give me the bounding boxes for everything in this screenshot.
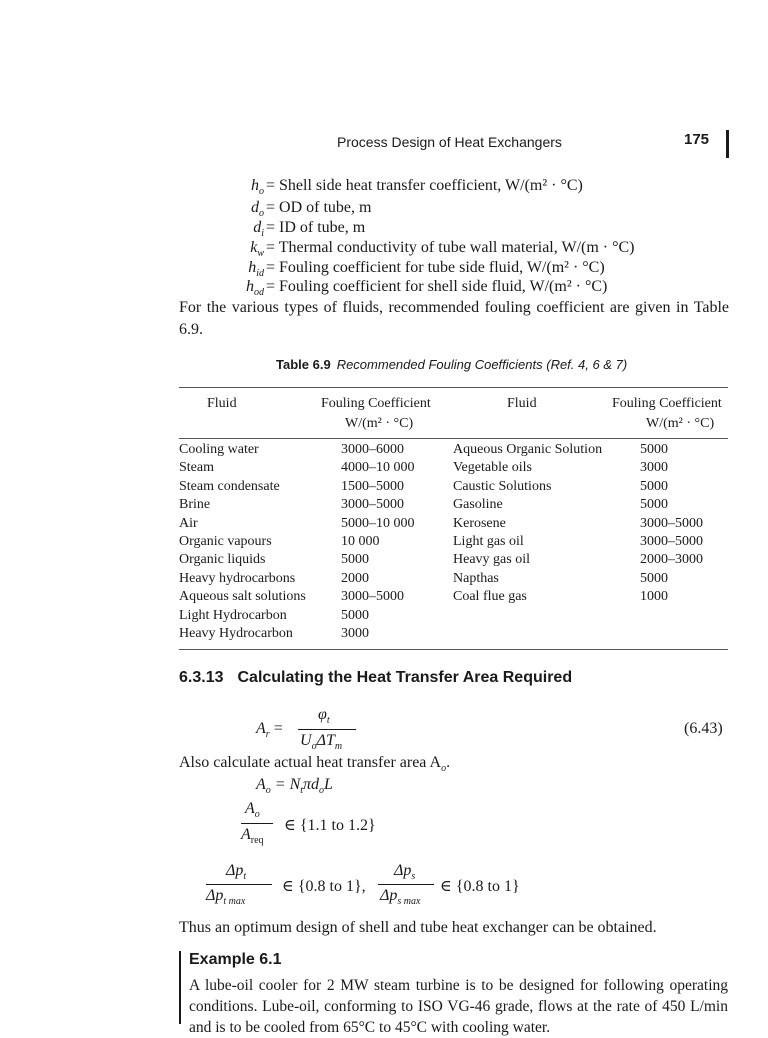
example-heading: Example 6.1 <box>189 951 282 968</box>
nomenclature-item <box>180 199 740 221</box>
table-cell: Heavy hydrocarbons <box>179 570 296 586</box>
nomenclature-definition: = Fouling coefficient for shell side fluid, W/(m² · °C) <box>266 278 608 295</box>
table-cell: 3000–5000 <box>341 497 404 513</box>
table-cell: Aqueous salt solutions <box>179 589 306 605</box>
dp-tube-range: ∈ {0.8 to 1}, <box>282 878 366 895</box>
table-caption <box>276 357 627 372</box>
example-sidebar-rule <box>179 951 181 1024</box>
table-cell: Organic vapours <box>179 534 272 549</box>
table-header-rule <box>179 438 728 439</box>
table-cell: 5000 <box>640 478 668 494</box>
table-number: Table 6.9 <box>276 357 331 372</box>
fraction-bar <box>298 729 356 730</box>
dp-shell-denominator: $\Delta p_{s max}$ <box>380 887 421 908</box>
nomenclature-definition: = Shell side heat transfer coefficient, W/(m² · °C) <box>266 177 583 194</box>
table-cell: 5000 <box>341 552 369 568</box>
table-cell: 10 000 <box>341 534 380 549</box>
nomenclature-definition: = Thermal conductivity of tube wall material, W/(m · °C) <box>266 239 635 256</box>
ratio-denominator: $A_{req}$ <box>241 826 264 847</box>
dp-tube-denominator: $\Delta p_{t max}$ <box>206 887 246 908</box>
table-cell: 5000 <box>640 497 668 513</box>
table-cell: Heavy Hydrocarbon <box>179 626 293 641</box>
table-top-rule <box>179 387 728 388</box>
intro-paragraph: For the various types of fluids, recommended fouling coefficient are given in Table 6.9. <box>179 299 729 338</box>
header-coefficient: Fouling Coefficient <box>612 396 722 411</box>
header-unit: W/(m² · °C) <box>646 416 715 431</box>
table-cell: 2000 <box>341 570 369 586</box>
table-cell: Aqueous Organic Solution <box>453 442 603 457</box>
nomenclature-symbol: $d_o$ <box>251 199 264 220</box>
nomenclature-symbol: $h_{id}$ <box>248 259 264 280</box>
table-cell: 4000–10 000 <box>341 460 415 476</box>
ratio-range: ∈ {1.1 to 1.2} <box>284 817 376 834</box>
nomenclature-definition: = Fouling coefficient for tube side fluid, W/(m² · °C) <box>266 259 605 276</box>
table-cell: Air <box>179 515 198 531</box>
nomenclature-item <box>180 239 740 261</box>
page-number: 175 <box>684 131 710 148</box>
equation-numerator: $\varphi_t$ <box>318 706 330 727</box>
header-fluid: Fluid <box>507 396 537 411</box>
table-cell: Organic liquids <box>179 552 266 568</box>
table-cell: 5000 <box>341 607 369 623</box>
table-cell: Steam <box>179 460 214 476</box>
table-cell: 2000–3000 <box>640 552 703 568</box>
dp-shell-range: ∈ {0.8 to 1} <box>440 878 520 895</box>
nomenclature-symbol: $h_o$ <box>251 177 264 198</box>
table-cell: Caustic Solutions <box>453 478 552 494</box>
header-unit: W/(m² · °C) <box>345 416 414 431</box>
fraction-bar <box>206 884 272 885</box>
nomenclature-item <box>180 177 740 199</box>
equation-lhs: $A_r$ = <box>256 720 283 741</box>
running-title: Process Design of Heat Exchangers <box>337 134 562 150</box>
nomenclature-item <box>180 219 740 241</box>
table-cell: Light gas oil <box>453 534 524 549</box>
also-calculate-text: Also calculate actual heat transfer area $A_o$. <box>179 754 451 775</box>
nomenclature-definition: = ID of tube, m <box>266 219 366 236</box>
table-cell: Cooling water <box>179 442 259 457</box>
equation-ao: $A_o = N_t\pi d_oL$ <box>256 776 333 797</box>
header-coefficient: Fouling Coefficient <box>321 396 431 411</box>
fraction-bar <box>241 823 273 824</box>
table-cell: Coal flue gas <box>453 589 527 605</box>
fraction-bar <box>378 884 434 885</box>
table-cell: 3000 <box>341 626 369 641</box>
equation-label: (6.43) <box>684 720 723 737</box>
nomenclature-symbol: $k_w$ <box>250 239 264 260</box>
dp-tube-numerator: $\Delta p_t$ <box>226 862 247 883</box>
header-fluid: Fluid <box>207 396 237 411</box>
section-heading <box>179 669 572 687</box>
table-title: Recommended Fouling Coefficients (Ref. 4, 6 & 7) <box>336 357 628 372</box>
table-cell: 1000 <box>640 589 668 605</box>
table-cell: 5000 <box>640 442 668 457</box>
nomenclature-symbol: $h_{od}$ <box>246 278 264 299</box>
table-cell: 3000 <box>640 460 668 476</box>
section-title: Calculating the Heat Transfer Area Required <box>237 669 573 686</box>
table-cell: Steam condensate <box>179 478 280 494</box>
nomenclature-definition: = OD of tube, m <box>266 199 372 216</box>
table-cell: 3000–5000 <box>640 534 703 549</box>
conclusion-text: Thus an optimum design of shell and tube heat exchanger can be obtained. <box>179 919 657 936</box>
equation-denominator: $U_o\Delta T_m$ <box>300 732 343 753</box>
table-cell: 3000–5000 <box>640 515 703 531</box>
dp-shell-numerator: $\Delta p_s$ <box>394 862 416 883</box>
table-cell: 5000 <box>640 570 668 586</box>
table-cell: Vegetable oils <box>453 460 532 476</box>
table-cell: 5000–10 000 <box>341 515 415 531</box>
table-cell: Heavy gas oil <box>453 552 530 568</box>
table-cell: Brine <box>179 497 211 513</box>
table-cell: 3000–5000 <box>341 589 404 605</box>
table-cell: 1500–5000 <box>341 478 404 494</box>
table-cell: Kerosene <box>453 515 506 531</box>
table-cell: Light Hydrocarbon <box>179 607 287 623</box>
table-cell: Gasoline <box>453 497 503 513</box>
ratio-numerator: $A_o$ <box>245 800 260 821</box>
example-text: A lube-oil cooler for 2 MW steam turbine is to be designed for following operating conditions. Lube-oil, conforming to ISO VG-46 grade, flows at the rate of 450 L/min and is to be cooled from 65°C to 45°C with cooling water. <box>189 977 728 1036</box>
table-cell: 3000–6000 <box>341 442 404 457</box>
table-bottom-rule <box>179 649 728 650</box>
header-rule <box>726 130 729 158</box>
table-cell: Napthas <box>453 570 499 586</box>
section-number: 6.3.13 <box>179 669 224 686</box>
nomenclature-symbol: $d_i$ <box>253 219 264 240</box>
